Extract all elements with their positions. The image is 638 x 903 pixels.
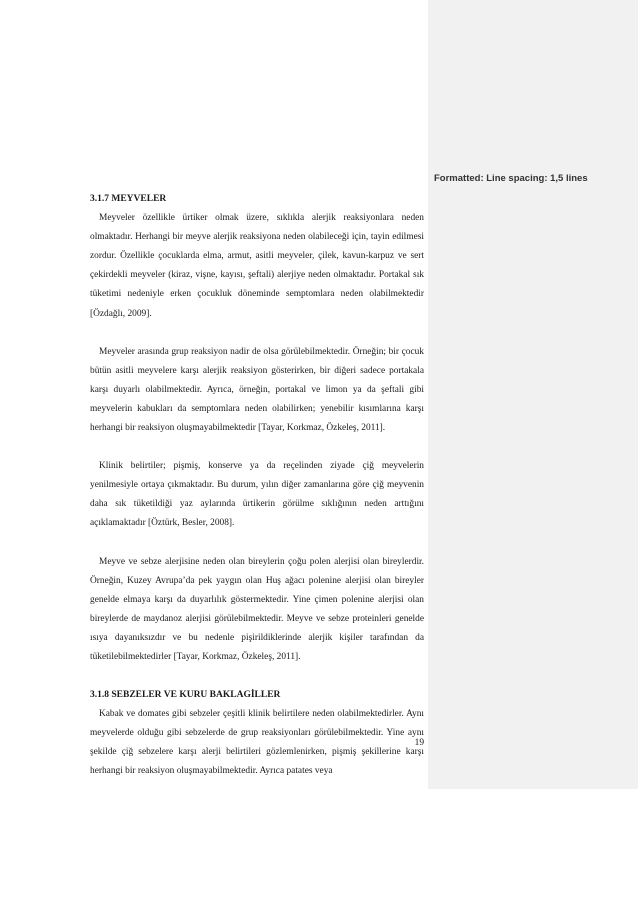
- comment-margin-pane: [428, 0, 638, 789]
- paragraph[interactable]: Meyveler arasında grup reaksiyon nadir de olsa görülebilmektedir. Örneğin; bir çocuk bütün asitli meyvelere karşı alerjik reaksiyon gösterirken, bir diğeri sadece portakala karşı duyarlı olabilmektedir. Ayrıca, örneğin, portakal ve limon ya da şeftali gibi meyvelerin kabukları da semptomlara neden olabilirken; yenebilir kısımlarına karşı herhangi bir reaksiyon oluşmayabilmektedir [Tayar, Korkmaz, Özkeleş, 2011].: [90, 346, 424, 434]
- paragraph[interactable]: Meyve ve sebze alerjisine neden olan bireylerin çoğu polen alerjisi olan bireylerdir. Örneğin, Kuzey Avrupa’da pek yaygın olan Huş ağacı polenine alerjisi olan bireyler genelde elmaya karşı da duyarlılık göstermektedir. Yine çimen polenine alerjisi olan bireylerde de maydanoz alerjisi görülebilmektedir. Meyve ve sebze proteinleri genelde ısıya dayanıksızdır ve bu nedenle pişirildiklerinde alerjik kişiler tarafından da tüketilebilmektedirler [Tayar, Korkmaz, Özkeleş, 2011].: [90, 556, 424, 662]
- section-heading-meyveler: 3.1.7 MEYVELER: [90, 194, 167, 204]
- formatting-comment-label[interactable]: Formatted: Line spacing: 1,5 lines: [434, 173, 588, 184]
- paragraph-spacer: [90, 667, 424, 686]
- paragraph[interactable]: Kabak ve domates gibi sebzeler çeşitli klinik belirtilere neden olabilmektedirler. Aynı meyvelerde olduğu gibi sebzelerde de grup reaksiyonları görülebilmektedir. Yine aynı şekilde çiğ sebzelere karşı alerji belirtileri gözlemlenirken, pişmiş şekillerine karşı herhangi bir reaksiyon oluşmayabilmektedir. Ayrıca patates veya: [90, 709, 424, 777]
- section-heading-sebzeler: 3.1.8 SEBZELER VE KURU BAKLAGİLLER: [90, 690, 281, 701]
- page-number: 19: [414, 738, 424, 748]
- paragraph-spacer: [90, 438, 424, 457]
- paragraph[interactable]: Meyveler özellikle ürtiker olmak üzere, sıklıkla alerjik reaksiyonlara neden olmaktadır. Herhangi bir meyve alerjik reaksiyona neden olabileceği için, tayin edilmesi zordur. Özellikle çocuklarda elma, armut, asitli meyveler, çilek, kavun-karpuz ve sert çekirdekli meyveler (kiraz, vişne, kayısı, şeftali) alerjiye neden olmaktadır. Portakal sık tüketimi nedeniyle erken çocukluk döneminde semptomlara neden olabilmektedir [Özdağlı, 2009].: [90, 213, 424, 319]
- paragraph[interactable]: Klinik belirtiler; pişmiş, konserve ya da reçelinden ziyade çiğ meyvelerin yenilmesiyle ortaya çıkmaktadır. Bu durum, yılın diğer zamanlarına göre çiğ meyvenin daha sık tüketildiği yaz aylarında ürtikerin görülme sıklığının neden arttığını açıklamaktadır [Öztürk, Besler, 2008].: [90, 461, 424, 529]
- paragraph-spacer: [90, 324, 424, 343]
- page-body: [90, 190, 424, 782]
- paragraph-spacer: [90, 534, 424, 553]
